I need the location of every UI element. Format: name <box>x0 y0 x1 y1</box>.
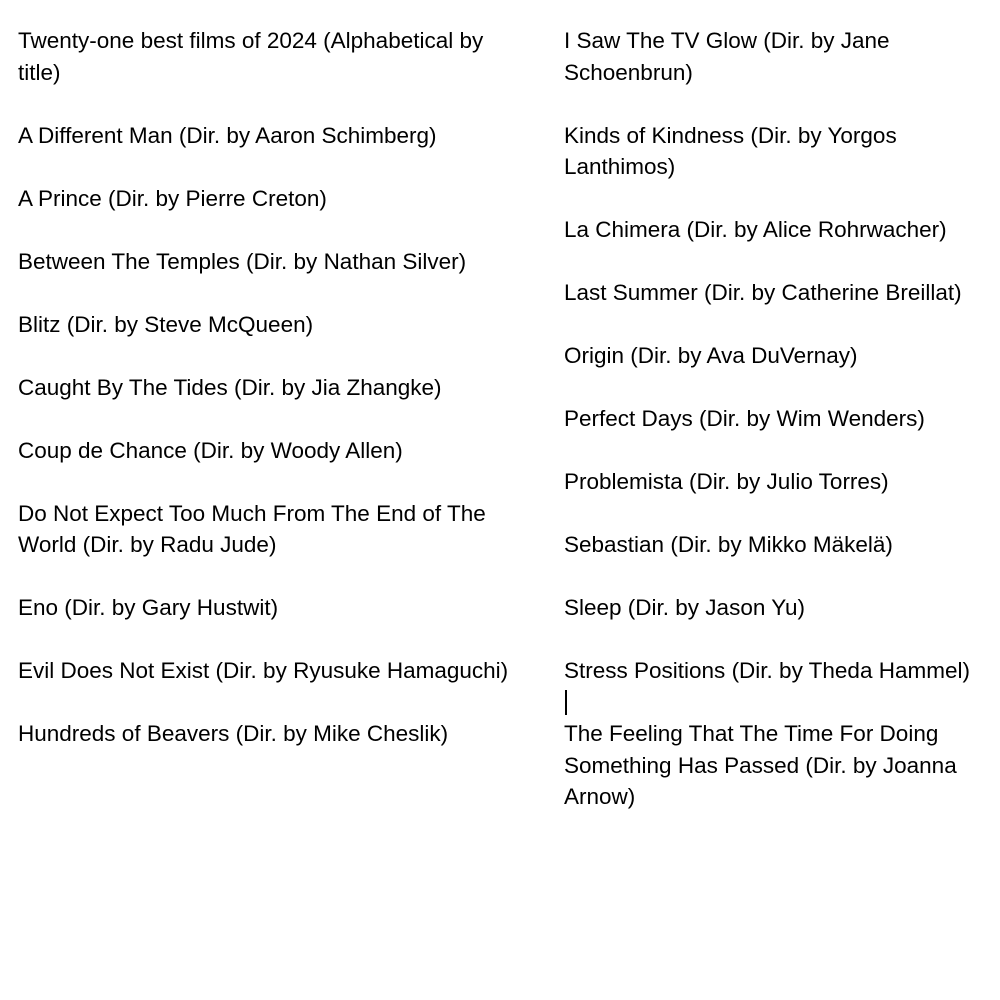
film-entry[interactable]: Kinds of Kindness (Dir. by Yorgos Lanthimos) <box>564 122 897 179</box>
film-entry[interactable]: Last Summer (Dir. by Catherine Breillat) <box>564 280 962 305</box>
film-entry[interactable]: La Chimera (Dir. by Alice Rohrwacher) <box>564 217 947 242</box>
film-entry[interactable]: Blitz (Dir. by Steve McQueen) <box>18 311 314 337</box>
film-entry[interactable]: Stress Positions (Dir. by Theda Hammel) <box>564 658 970 683</box>
film-entry[interactable]: Hundreds of Beavers (Dir. by Mike Cheslik) <box>18 721 449 746</box>
film-entry[interactable]: Eno (Dir. by Gary Hustwit) <box>18 595 279 620</box>
film-entry[interactable]: Sebastian (Dir. by Mikko Mäkelä) <box>564 532 893 557</box>
film-entry[interactable]: A Prince (Dir. by Pierre Creton) <box>18 185 327 211</box>
film-entry[interactable]: Perfect Days (Dir. by Wim Wenders) <box>564 406 925 431</box>
left-column <box>18 25 518 781</box>
film-entry[interactable]: Caught By The Tides (Dir. by Jia Zhangke) <box>18 374 442 400</box>
film-entry[interactable]: Coup de Chance (Dir. by Woody Allen) <box>18 437 403 463</box>
document-heading[interactable]: Twenty-one best films of 2024 (Alphabetical by title) <box>18 28 484 85</box>
film-entry[interactable]: Origin (Dir. by Ava DuVernay) <box>564 343 858 368</box>
film-entry[interactable]: Between The Temples (Dir. by Nathan Silver) <box>18 248 467 274</box>
right-column <box>564 25 1000 844</box>
film-entry[interactable]: Sleep (Dir. by Jason Yu) <box>564 595 805 620</box>
film-entry[interactable]: The Feeling That The Time For Doing Something Has Passed (Dir. by Joanna Arnow) <box>564 721 957 809</box>
film-entry[interactable]: A Different Man (Dir. by Aaron Schimberg) <box>18 122 437 148</box>
film-entry[interactable]: Evil Does Not Exist (Dir. by Ryusuke Hamaguchi) <box>18 658 509 683</box>
text-cursor <box>565 690 567 715</box>
film-entry[interactable]: Problemista (Dir. by Julio Torres) <box>564 469 889 494</box>
caret-line[interactable] <box>564 687 1000 719</box>
film-entry[interactable]: Do Not Expect Too Much From The End of The World (Dir. by Radu Jude) <box>18 500 486 557</box>
film-entry[interactable]: I Saw The TV Glow (Dir. by Jane Schoenbrun) <box>564 28 890 85</box>
